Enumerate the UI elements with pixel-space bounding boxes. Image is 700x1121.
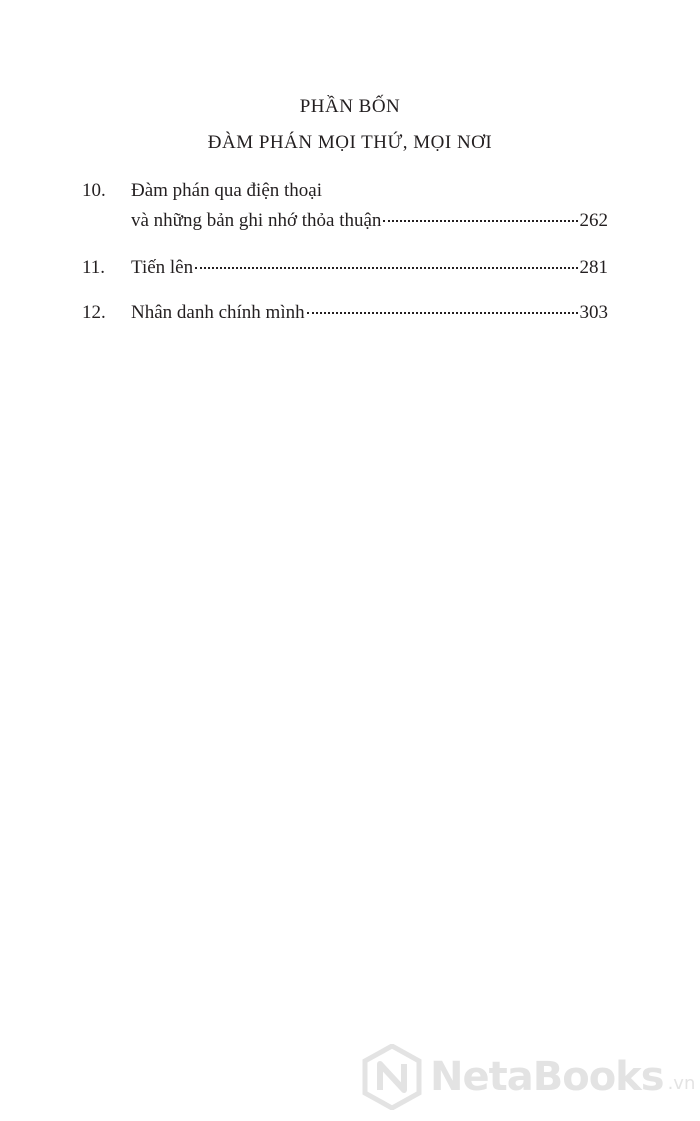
part-title: ĐÀM PHÁN MỌI THỨ, MỌI NƠI <box>207 132 493 153</box>
dot-leader <box>195 266 577 269</box>
toc-line <box>82 298 608 328</box>
toc-line <box>82 206 608 236</box>
toc-entry-11 <box>82 253 608 283</box>
toc-entry-12 <box>82 298 608 328</box>
toc-title-line2: và những bản ghi nhớ thỏa thuận <box>131 210 382 231</box>
toc-title-line1: Đàm phán qua điện thoại <box>131 180 323 201</box>
watermark-suffix: .vn <box>667 1073 696 1094</box>
toc-number: 10. <box>82 180 106 201</box>
toc-line <box>82 253 608 283</box>
neta-logo-icon <box>362 1044 422 1110</box>
watermark-brand: NetaBooks <box>430 1054 664 1100</box>
toc-entry-10 <box>82 176 608 236</box>
part-label: PHẦN BỐN <box>299 96 401 117</box>
dot-leader <box>383 219 577 222</box>
toc-page-number: 262 <box>579 210 608 231</box>
watermark <box>362 1042 696 1112</box>
toc-title: Nhân danh chính mình <box>131 302 305 323</box>
toc-line <box>82 176 608 206</box>
toc-page-number: 303 <box>579 302 608 323</box>
toc-number: 12. <box>82 302 106 323</box>
toc-page-number: 281 <box>579 257 608 278</box>
dot-leader <box>307 311 578 314</box>
toc-number: 11. <box>82 257 106 278</box>
toc-title: Tiến lên <box>131 257 194 278</box>
